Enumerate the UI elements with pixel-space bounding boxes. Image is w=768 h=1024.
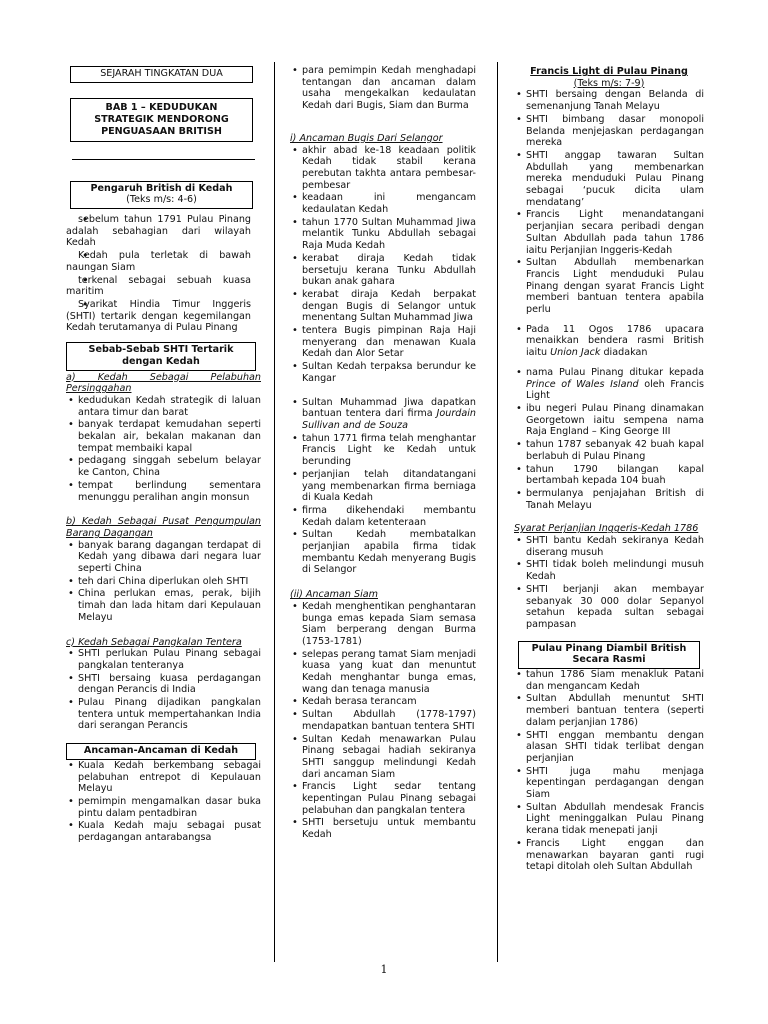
list-item: • sebelum tahun 1791 Pulau Pinang adalah sebahagian dari wilayah Kedah [66, 214, 251, 249]
flag-name: Union Jack [550, 347, 601, 359]
bugis-list [290, 145, 476, 385]
list-item: • SHTI berjanji akan membayar sebanyak 30 000 dolar Sepanyol setahun kepada sultan sebagai pampasan [514, 584, 704, 631]
pengaruh-list [66, 214, 251, 334]
section-title-sebab: Sebab-Sebab SHTI Tertarik dengan Kedah [66, 342, 256, 370]
list-item: • SHTI bersaing dengan Belanda di semenanjung Tanah Melayu [514, 89, 704, 112]
list-item: • Kedah menghentikan penghantaran bunga emas kepada Siam semasa Siam berperang dengan Burma (1753-1781) [290, 601, 476, 648]
chapter-title-box: BAB 1 – KEDUDUKAN STRATEGIK MENDORONG PENGUASAAN BRITISH [70, 98, 253, 142]
list-item: • China perlukan emas, perak, bijih timah dan lada hitam dari Kepulauan Melayu [66, 588, 261, 623]
list-item: • Sultan Kedah menawarkan Pulau Pinang sebagai hadiah sekiranya SHTI sanggup melindungi Kedah dari ancaman Siam [290, 734, 476, 781]
list-item: • akhir abad ke-18 keadaan politik Kedah tidak stabil kerana perebutan takhta antara pembesar-pembesar [290, 145, 476, 192]
francis-light-list-3 [514, 403, 704, 511]
list-item: • Francis Light menandatangani perjanjian secara peribadi dengan Sultan Abdullah pada tahun 1786 iaitu Perjanjian Inggeris-Kedah [514, 209, 704, 256]
chapter-divider [72, 159, 255, 160]
list-item: • terkenal sebagai sebuah kuasa maritim [66, 275, 251, 298]
francis-light-reference: (Teks m/s: 7-9) [573, 77, 645, 89]
souza-text: Sultan Muhammad Jiwa dapatkan bantuan tentera dari firma [302, 396, 476, 420]
list-item [514, 367, 704, 402]
subhead-pangkalan: c) Kedah Sebagai Pangkalan Tentera [66, 636, 242, 648]
subhead-syarat: Syarat Perjanjian Inggeris-Kedah 1786 [514, 523, 699, 535]
list-item: • Francis Light enggan dan menawarkan bayaran ganti rugi tetapi ditolah oleh Sultan Abdullah [514, 838, 704, 873]
pelabuhan-list [66, 395, 261, 503]
list-item: • tahun 1770 Sultan Muhammad Jiwa melantik Tunku Abdullah sebagai Raja Muda Kedah [290, 217, 476, 252]
list-item: • kerabat diraja Kedah tidak bersetuju kerana Tunku Abdullah bukan anak gahara [290, 253, 476, 288]
section-title-diambil: Pulau Pinang Diambil British Secara Rasmi [518, 641, 700, 669]
list-item: • SHTI bimbang dasar monopoli Belanda menjejaskan perdagangan mereka [514, 114, 704, 149]
list-item: • firma dikehendaki membantu Kedah dalam ketenteraan [290, 505, 476, 528]
island-name: Prince of Wales Island [526, 378, 639, 390]
list-item: • Sultan Abdullah menuntut SHTI memberi bantuan tentera (seperti dalam perjanjian 1786) [514, 693, 704, 728]
column-right [514, 62, 704, 874]
ancaman-list [66, 760, 261, 844]
list-item: • Sultan Abdullah membenarkan Francis Light menduduki Pulau Pinang dengan syarat Francis Light memberi bantuan tentera apabila perlu [514, 257, 704, 316]
list-item: • tahun 1790 bilangan kapal bertambah kepada 104 buah [514, 464, 704, 487]
list-item: • pemimpin mengamalkan dasar buka pintu dalam pentadbiran [66, 796, 261, 819]
section-title-pengaruh-text: Pengaruh British di Kedah [90, 182, 233, 194]
list-item: • SHTI juga mahu menjaga kepentingan perdagangan dengan Siam [514, 766, 704, 801]
list-item: • pedagang singgah sebelum belayar ke Canton, China [66, 455, 261, 478]
list-item: • banyak terdapat kemudahan seperti bekalan air, bekalan makanan dan tempat membaiki kapal [66, 419, 261, 454]
text-reference: (Teks m/s: 4-6) [126, 194, 197, 206]
list-item: • Sultan Abdullah mendesak Francis Light meninggalkan Pulau Pinang kerana tidak menepati janji [514, 802, 704, 837]
list-item: • Francis Light sedar tentang kepentingan Pulau Pinang sebagai pelabuhan dan pangkalan tentera [290, 781, 476, 816]
list-item: • keadaan ini mengancam kedaulatan Kedah [290, 192, 476, 215]
list-item: • Pulau Pinang dijadikan pangkalan tentera untuk mempertahankan India dari serangan Perancis [66, 697, 261, 732]
syarat-list [514, 535, 704, 631]
list-item: • tahun 1787 sebanyak 42 buah kapal berlabuh di Pulau Pinang [514, 439, 704, 462]
column-left [66, 62, 261, 845]
list-item: • SHTI bersetuju untuk membantu Kedah [290, 817, 476, 840]
firm-name: Jourdain Sullivan and de Souza [302, 408, 476, 431]
list-item: • Kuala Kedah berkembang sebagai pelabuhan entrepot di Kepulauan Melayu [66, 760, 261, 795]
list-item: • tahun 1771 firma telah menghantar Francis Light ke Kedah untuk berunding [290, 433, 476, 468]
list-item: • kedudukan Kedah strategik di laluan antara timur dan barat [66, 395, 261, 418]
page-number: 1 [380, 963, 388, 976]
pangkalan-list [66, 648, 261, 732]
section-title-pengaruh [70, 181, 253, 209]
diambil-list [514, 669, 704, 873]
list-item: • tentera Bugis pimpinan Raja Haji menyerang dan menawan Kuala Kedah dan Alor Setar [290, 325, 476, 360]
column-divider-left [274, 62, 275, 962]
list-item: • Kedah berasa terancam [290, 696, 476, 708]
unionjack-text-end: diadakan [600, 347, 648, 359]
list-item: • SHTI enggan membantu dengan alasan SHTI tidak terlibat dengan perjanjian [514, 730, 704, 765]
bugis-list-2 [290, 433, 476, 576]
list-item: • kerabat diraja Kedah berpakat dengan Bugis di Selangor untuk menentang Sultan Muhammad Jiwa [290, 289, 476, 324]
subhead-pengumpulan: b) Kedah Sebagai Pusat Pengumpulan Barang Dagangan [66, 516, 261, 539]
francis-light-title: Francis Light di Pulau Pinang [530, 66, 688, 77]
subject-title-box: SEJARAH TINGKATAN DUA [70, 66, 253, 83]
list-item: • Syarikat Hindia Timur Inggeris (SHTI) tertarik dengan kegemilangan Kedah terutamanya di Pulau Pinang [66, 299, 251, 334]
list-item: • banyak barang dagangan terdapat di Kedah yang dibawa dari negara luar seperti China [66, 540, 261, 575]
list-item: • Kuala Kedah maju sebagai pusat perdagangan antarabangsa [66, 820, 261, 843]
subhead-bugis: i) Ancaman Bugis Dari Selangor [290, 132, 443, 144]
wales-text: nama Pulau Pinang ditukar kepada [526, 366, 704, 378]
unionjack-text: Pada 11 Ogos 1786 upacara menaikkan bendera rasmi British iaitu [526, 323, 704, 359]
subhead-siam: (ii) Ancaman Siam [290, 589, 378, 601]
column-divider-right [497, 62, 498, 962]
list-item [290, 397, 476, 432]
list-item: • selepas perang tamat Siam menjadi kuasa yang kuat dan menuntut Kedah menghantar bunga emas, wang dan tenaga manusia [290, 649, 476, 696]
list-item: • Kedah pula terletak di bawah naungan Siam [66, 250, 251, 273]
list-item: • SHTI tidak boleh melindungi musuh Kedah [514, 559, 704, 582]
list-item: • Sultan Abdullah (1778-1797) mendapatkan bantuan tentera SHTI [290, 709, 476, 732]
list-item: • Sultan Kedah terpaksa berundur ke Kangar [290, 361, 476, 384]
list-item: • tempat berlindung sementara menunggu peralihan angin monsun [66, 480, 261, 503]
list-item: • bermulanya penjajahan British di Tanah Melayu [514, 488, 704, 511]
column-middle [290, 62, 476, 842]
pengumpulan-list [66, 540, 261, 624]
list-item: • SHTI bersaing kuasa perdagangan dengan Perancis di India [66, 673, 261, 696]
list-item [514, 324, 704, 359]
list-item: • tahun 1786 Siam menakluk Patani dan mengancam Kedah [514, 669, 704, 692]
list-item: • ibu negeri Pulau Pinang dinamakan Georgetown iaitu sempena nama Raja England – King George III [514, 403, 704, 438]
list-item: • SHTI anggap tawaran Sultan Abdullah yang membenarkan mereka menduduki Pulau Pinang sebagai ‘pucuk dicita ulam mendatang’ [514, 150, 704, 209]
list-item: • para pemimpin Kedah menghadapi tentangan dan ancaman dalam usaha mengekalkan kedaulatan Kedah dari Bugis, Siam dan Burma [290, 65, 476, 112]
subhead-pelabuhan: a) Kedah Sebagai Pelabuhan Persinggahan [66, 371, 261, 395]
list-item: • perjanjian telah ditandatangani yang membenarkan firma berniaga di Kuala Kedah [290, 469, 476, 504]
ancaman-intro-list [290, 65, 476, 112]
list-item: • SHTI perlukan Pulau Pinang sebagai pangkalan tenteranya [66, 648, 261, 671]
list-item: • teh dari China diperlukan oleh SHTI [66, 576, 261, 588]
list-item: • SHTI bantu Kedah sekiranya Kedah diserang musuh [514, 535, 704, 558]
list-item: • Sultan Kedah membatalkan perjanjian apabila firma tidak membantu Kedah menyerang Bugis di Selangor [290, 529, 476, 576]
siam-list [290, 601, 476, 841]
wales-text-end: oleh Francis Light [526, 378, 705, 402]
section-title-ancaman: Ancaman-Ancaman di Kedah [66, 743, 256, 760]
bugis-list-souza [290, 397, 476, 432]
francis-light-list [514, 89, 704, 315]
francis-light-list-2 [514, 324, 704, 402]
